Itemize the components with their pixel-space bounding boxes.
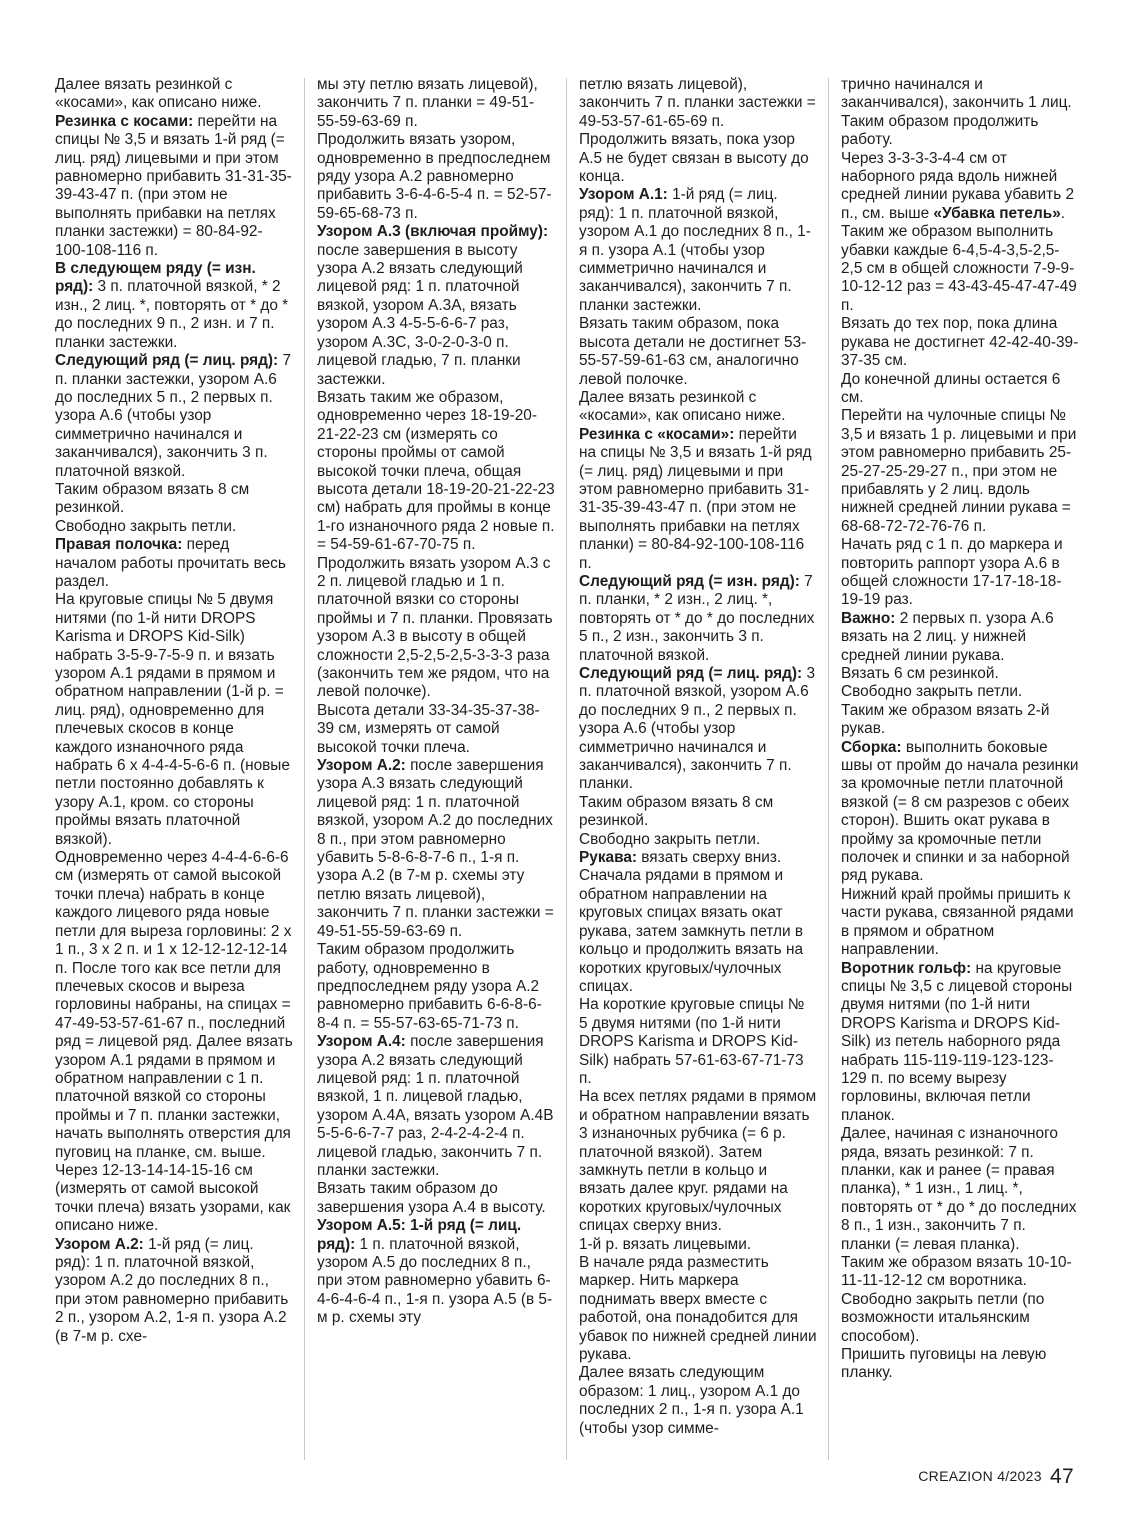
paragraph-text: Перейти на чулочные спицы № 3,5 и вязать 1 р. лицевыми и при этом равномерно прибавить 25-25-27-25-29-27 п., при этом не прибавлять у 2 лиц. вдоль нижней средней линии рукава = 68-68-72-72-76-76 п. bbox=[841, 407, 1077, 535]
paragraph bbox=[317, 757, 555, 941]
paragraph bbox=[55, 849, 293, 1162]
paragraph bbox=[55, 1162, 293, 1236]
paragraph bbox=[841, 76, 1079, 113]
paragraph bbox=[841, 1254, 1079, 1291]
paragraph-text: Продолжить вязать узором, одновременно в предпоследнем ряду узора А.2 равномерно прибавить 3-6-4-6-5-4 п. = 52-57-59-65-68-73 п. bbox=[317, 131, 552, 222]
page-number: 47 bbox=[1050, 1465, 1074, 1488]
paragraph-text: Продолжить вязать узором А.3 с 2 п. лицевой гладью и 1 п. платочной вязки со стороны проймы и 7 п. планки. Провязать узором А.3 в высоту в общей сложности 2,5-2,5-2,5-3-3-3 раза (закончить тем же рядом, что на левой полочке). bbox=[317, 554, 553, 701]
paragraph-text: 3 п. платочной вязкой, узором А.6 до последних 9 п., 2 первых п. узора А.6 (чтобы узор симметрично начинался и заканчивался), закончить 7 п. планки. bbox=[579, 665, 816, 793]
paragraph-text: Вязать таким образом, пока высота детали не достигнет 53-55-57-59-61-63 см, аналогично левой полочке. bbox=[579, 315, 807, 388]
column-divider bbox=[566, 78, 567, 1460]
paragraph-text: 3 п. платочной вязкой, * 2 изн., 2 лиц. *, повторять от * до * до последних 9 п., 2 изн. и 7 п. планки застежки. bbox=[55, 278, 289, 351]
paragraph-text: перейти на спицы № 3,5 и вязать 1-й ряд (= лиц. ряд) лицевыми и при этом равномерно прибавить 31-31-35-39-43-47 п. (при этом не выполнять прибавки на петлях планки застежки) = 80-84-92-100-108-116 п. bbox=[55, 112, 292, 259]
section-heading: Воротник гольф: bbox=[841, 959, 972, 977]
paragraph bbox=[841, 536, 1079, 610]
paragraph-text: На всех петлях рядами в прямом и обратном направлении вязать 3 изнаночных рубчика (= 6 р. платочной вязкой). Затем замкнуть петли в кольцо и вязать далее круг. рядами на коротких круговых/чулочных спицах сверху вниз. bbox=[579, 1088, 817, 1235]
paragraph-text: петлю вязать лицевой), закончить 7 п. планки застежки = 49-53-57-61-65-69 п. bbox=[579, 76, 816, 130]
paragraph bbox=[579, 131, 817, 186]
paragraph-text: Высота детали 33-34-35-37-38-39 см, измерять от самой высокой точки плеча. bbox=[317, 701, 540, 756]
paragraph bbox=[55, 481, 293, 518]
paragraph bbox=[841, 886, 1079, 960]
paragraph bbox=[841, 371, 1079, 408]
paragraph bbox=[579, 1254, 817, 1364]
paragraph-text: 2 первых п. узора А.6 вязать на 2 лиц. у нижней средней линии рукава. bbox=[841, 609, 1054, 664]
section-heading: В следующем ряду (= изн. ряд): bbox=[55, 260, 256, 296]
paragraph bbox=[579, 1236, 817, 1254]
paragraph bbox=[841, 702, 1079, 739]
paragraph-text: Через 3-3-3-3-4-4 см от наборного ряда вдоль нижней средней линии рукава убавить 2 п., см. выше bbox=[841, 149, 1075, 222]
paragraph bbox=[579, 996, 817, 1088]
paragraph-text: Пришить пуговицы на левую планку. bbox=[841, 1346, 1047, 1382]
paragraph-text: Таким образом вязать 8 см резинкой. bbox=[55, 480, 250, 517]
paragraph bbox=[317, 1217, 555, 1327]
paragraph bbox=[579, 76, 817, 131]
paragraph-text: Продолжить вязать, пока узор А.5 не будет связан в высоту до конца. bbox=[579, 131, 809, 186]
section-heading: Узором А.1: bbox=[579, 186, 668, 204]
paragraph-text: 1 п. платочной вязкой, узором А.5 до последних 8 п., при этом равномерно убавить 6-4-6-4-6-4 п., 1-я п. узора А.5 (в 5-м р. схемы эту bbox=[317, 1235, 553, 1327]
text-column-1 bbox=[55, 76, 293, 1346]
paragraph-text: 1-й р. вязать лицевыми. bbox=[579, 1235, 752, 1253]
paragraph-text: Через 12-13-14-14-15-16 см (измерять от самой высокой точки плеча) вязать узорами, как описано ниже. bbox=[55, 1161, 291, 1235]
paragraph bbox=[317, 389, 555, 555]
paragraph-text: На короткие круговые спицы № 5 двумя нитями (по 1-й нити DROPS Karisma и DROPS Kid-Silk) набрать 57-61-63-67-71-73 п. bbox=[579, 996, 805, 1087]
paragraph bbox=[841, 315, 1079, 370]
paragraph-text: На круговые спицы № 5 двумя нитями (по 1-й нити DROPS Karisma и DROPS Kid-Silk) набрать 3-5-9-7-5-9 п. и вязать узором А.1 рядами в прямом и обратном направлении (1-й р. = лиц. ряд), одновременно для плечевых скосов в конце каждого изнаночного ряда набрать 6 х 4-4-4-5-6-6 п. (новые петли постоянно добавлять к узору А.1, кром. со стороны проймы вязать платочной вязкой). bbox=[55, 591, 290, 848]
section-heading: Следующий ряд (= лиц. ряд): bbox=[55, 352, 279, 370]
paragraph bbox=[841, 1291, 1079, 1346]
column-divider bbox=[828, 78, 829, 1460]
section-heading: Узором А.4: bbox=[317, 1033, 406, 1051]
paragraph bbox=[317, 555, 555, 702]
section-heading: Резинка с косами: bbox=[55, 112, 194, 130]
paragraph-text: Вязать до тех пор, пока длина рукава не достигнет 42-42-40-39-37-35 см. bbox=[841, 315, 1079, 370]
magazine-issue: CREAZION 4/2023 bbox=[918, 1468, 1042, 1484]
paragraph-text: после завершения узора А.3 вязать следующий лицевой ряд: 1 п. платочной вязкой, узором А.2 до последних 8 п., при этом равномерно убавить 5-8-6-8-7-6 п., 1-я п. узора А.2 (в 7-м р. схемы эту петлю вязать лицевой), закончить 7 п. планки застежки = 49-51-55-59-63-69 п. bbox=[317, 757, 554, 940]
paragraph bbox=[317, 702, 555, 757]
paragraph bbox=[579, 831, 817, 849]
paragraph-text: Таким образом вязать 8 см резинкой. bbox=[579, 793, 774, 830]
paragraph bbox=[317, 941, 555, 1033]
paragraph-text: Таким же образом вязать 10-10-11-11-12-12 см воротника. bbox=[841, 1254, 1072, 1290]
paragraph bbox=[55, 591, 293, 849]
paragraph bbox=[841, 150, 1079, 224]
paragraph bbox=[841, 683, 1079, 701]
paragraph-text: после завершения в высоту узора А.2 вязать следующий лицевой ряд: 1 п. платочной вязкой, узором А.3А, вязать узором А.3 4-5-5-6-6-7 раз, узором А.3С, 3-0-2-0-3-0 п. лицевой гладью, 7 п. планки застежки. bbox=[317, 241, 523, 388]
paragraph bbox=[55, 260, 293, 352]
paragraph-text: трично начинался и заканчивался), закончить 1 лиц. bbox=[841, 76, 1072, 112]
paragraph bbox=[579, 573, 817, 665]
paragraph-text: 1-й ряд (= лиц. ряд): 1 п. платочной вязкой, узором А.1 до последних 8 п., 1-я п. узора А.1 (чтобы узор симметрично начинался и заканчивался), закончить 7 п. планки застежки. bbox=[579, 186, 811, 314]
paragraph-text: Таким же образом выполнить убавки каждые 6-4,5-4-3,5-2,5-2,5 см в общей сложности 7-9-9-10-12-12 раз = 43-43-45-47-47-49 п. bbox=[841, 223, 1077, 314]
paragraph-text: Таким образом продолжить работу, одновременно в предпоследнем ряду узора А.2 равномерно прибавить 6-6-8-6-8-4 п. = 55-57-63-65-71-73 п. bbox=[317, 941, 542, 1032]
paragraph bbox=[841, 113, 1079, 150]
paragraph bbox=[579, 186, 817, 315]
paragraph bbox=[317, 131, 555, 223]
section-heading: Правая полочка: bbox=[55, 536, 183, 554]
paragraph bbox=[579, 315, 817, 389]
paragraph-text: . bbox=[1060, 204, 1066, 222]
paragraph bbox=[841, 960, 1079, 1126]
paragraph-text: Одновременно через 4-4-4-6-6-6 см (измерять от самой высокой точки плеча) набрать в конце каждого лицевого ряда новые петли для выреза горловины: 2 х 1 п., 3 х 2 п. и 1 х 12-12-12-12-14 п. После того как все петли для плечевых скосов и выреза горловины набраны, на спицах = 47-49-53-57-61-67 п., последний ряд = лицевой ряд. Далее вязать узором А.1 рядами в прямом и обратном направлении с 1 п. платочной вязкой со стороны проймы и 7 п. планки застежки, начать выполнять отверстия для пуговиц на планке, см. выше. bbox=[55, 849, 293, 1161]
paragraph bbox=[841, 223, 1079, 315]
paragraph-text: 7 п. планки, * 2 изн., 2 лиц. *, повторять от * до * до последних 5 п., 2 изн., закончить 3 п. платочной вязкой. bbox=[579, 572, 815, 664]
paragraph bbox=[55, 518, 293, 536]
paragraph-text: мы эту петлю вязать лицевой), закончить 7 п. планки = 49-51-55-59-63-69 п. bbox=[317, 76, 538, 130]
paragraph-text: Начать ряд с 1 п. до маркера и повторить раппорт узора А.6 в общей сложности 17-17-18-18-19-19 раз. bbox=[841, 536, 1063, 609]
paragraph-text: Далее вязать резинкой с «косами», как описано ниже. bbox=[579, 388, 786, 425]
paragraph bbox=[55, 1236, 293, 1346]
paragraph-text: выполнить боковые швы от пройм до начала резинки за кромочные петли платочной вязкой (= 8 см разрезов с обеих сторон). Вшить окат рукава в пройму за кромочные петли полочек и спинки и за наборной ряд рукава. bbox=[841, 738, 1079, 885]
paragraph bbox=[579, 389, 817, 426]
paragraph bbox=[55, 113, 293, 260]
paragraph-text: Свободно закрыть петли. bbox=[55, 517, 237, 535]
page-footer bbox=[918, 1465, 1074, 1489]
paragraph-text: Свободно закрыть петли (по возможности итальянским способом). bbox=[841, 1290, 1045, 1345]
section-heading: Рукава: bbox=[579, 849, 638, 867]
paragraph bbox=[317, 1180, 555, 1217]
paragraph bbox=[841, 610, 1079, 665]
text-column-3 bbox=[579, 76, 817, 1438]
paragraph bbox=[317, 1033, 555, 1180]
paragraph-text: Вязать таким же образом, одновременно через 18-19-20-21-22-23 см (измерять со стороны проймы от самой высокой точки плеча, общая высота детали 18-19-20-21-22-23 см) набрать для проймы в конце 1-го изнаночного ряда 2 новые п. = 54-59-61-67-70-75 п. bbox=[317, 388, 555, 554]
section-heading: Важно: bbox=[841, 609, 896, 627]
paragraph-text: перейти на спицы № 3,5 и вязать 1-й ряд (= лиц. ряд) лицевыми и при этом равномерно прибавить 31-31-35-39-43-47 п. (при этом не выполнять прибавки на петлях планки) = 80-84-92-100-108-116 п. bbox=[579, 425, 812, 572]
paragraph-text: Свободно закрыть петли. bbox=[841, 683, 1023, 701]
paragraph bbox=[317, 76, 555, 131]
paragraph bbox=[841, 665, 1079, 683]
paragraph-text: Таким образом продолжить работу. bbox=[841, 112, 1039, 149]
paragraph bbox=[55, 76, 293, 113]
section-heading: Узором А.5: 1-й ряд (= лиц. ряд): bbox=[317, 1217, 522, 1253]
paragraph bbox=[579, 426, 817, 573]
paragraph-text: Далее вязать следующим образом: 1 лиц., узором А.1 до последних 2 п., 1-я п. узора А.1 (чтобы узор симме- bbox=[579, 1364, 804, 1437]
paragraph-text: Вязать таким образом до завершения узора А.4 в высоту. bbox=[317, 1180, 546, 1216]
paragraph-text: Таким же образом вязать 2-й рукав. bbox=[841, 701, 1050, 738]
paragraph-text: Далее вязать резинкой с «косами», как описано ниже. bbox=[55, 76, 262, 112]
paragraph-text: 1-й ряд (= лиц. ряд): 1 п. платочной вязкой, узором А.2 до последних 8 п., при этом равномерно прибавить 2 п., узором А.2, 1-я п. узора А.2 (в 7-м р. схе- bbox=[55, 1235, 289, 1345]
paragraph bbox=[579, 849, 817, 996]
paragraph-text: Нижний край проймы пришить к части рукава, связанной рядами в прямом и обратном направлении. bbox=[841, 885, 1074, 959]
paragraph bbox=[579, 1364, 817, 1438]
paragraph bbox=[841, 407, 1079, 536]
paragraph bbox=[55, 352, 293, 481]
paragraph-text: на круговые спицы № 3,5 с лицевой стороны двумя нитями (по 1-й нити DROPS Karisma и DROPS Kid-Silk) из петель наборного ряда набрать 115-119-119-123-123-129 п. по всему вырезу горловины, включая петли планок. bbox=[841, 959, 1073, 1124]
paragraph-text: вязать сверху вниз. Сначала рядами в прямом и обратном направлении на круговых спицах вязать окат рукава, затем замкнуть петли в кольцо и продолжить вязать на коротких круговых/чулочных спицах. bbox=[579, 849, 804, 995]
section-heading: Следующий ряд (= лиц. ряд): bbox=[579, 665, 803, 682]
section-heading: Следующий ряд (= изн. ряд): bbox=[579, 572, 800, 590]
column-divider bbox=[304, 78, 305, 1460]
paragraph bbox=[579, 1088, 817, 1235]
section-heading: Узором А.2: bbox=[55, 1235, 144, 1253]
text-column-4 bbox=[841, 76, 1079, 1383]
section-heading: Сборка: bbox=[841, 738, 902, 756]
paragraph bbox=[841, 739, 1079, 886]
section-heading: «Убавка петель» bbox=[933, 204, 1061, 222]
section-heading: Узором А.3 (включая пройму): bbox=[317, 223, 549, 241]
paragraph-text: 7 п. планки застежки, узором А.6 до последних 5 п., 2 первых п. узора А.6 (чтобы узор симметрично начинался и заканчивался), закончить 3 п. платочной вязкой. bbox=[55, 352, 292, 480]
section-heading: Узором А.2: bbox=[317, 757, 406, 775]
paragraph-text: Вязать 6 см резинкой. bbox=[841, 665, 999, 682]
paragraph-text: перед началом работы прочитать весь раздел. bbox=[55, 536, 286, 590]
paragraph-text: после завершения узора А.2 вязать следующий лицевой ряд: 1 п. платочной вязкой, 1 п. лицевой гладью, узором А.4А, вязать узором А.4В 5-5-6-6-7-7 раз, 2-4-2-4-2-4 п. лицевой гладью, закончить 7 п. планки застежки. bbox=[317, 1033, 554, 1179]
paragraph bbox=[317, 223, 555, 389]
paragraph-text: До конечной длины остается 6 см. bbox=[841, 370, 1061, 406]
paragraph bbox=[579, 665, 817, 794]
paragraph bbox=[841, 1125, 1079, 1254]
section-heading: Резинка с «косами»: bbox=[579, 425, 735, 443]
text-column-2 bbox=[317, 76, 555, 1328]
paragraph-text: В начале ряда разместить маркер. Нить маркера поднимать вверх вместе с работой, она понадобится для убавок по нижней средней линии рукава. bbox=[579, 1254, 817, 1364]
paragraph-text: Свободно закрыть петли. bbox=[579, 830, 761, 848]
paragraph bbox=[841, 1346, 1079, 1383]
paragraph bbox=[55, 536, 293, 591]
paragraph-text: Далее, начиная с изнаночного ряда, вязать резинкой: 7 п. планки, как и ранее (= правая планка), * 1 изн., 1 лиц. *, повторять от * до * до последних 8 п., 1 изн., закончить 7 п. планки (= левая планка). bbox=[841, 1125, 1077, 1253]
paragraph bbox=[579, 794, 817, 831]
